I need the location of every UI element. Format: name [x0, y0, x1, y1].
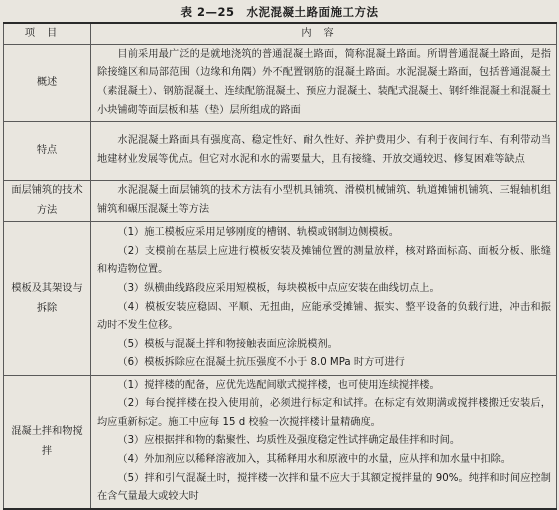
row-item-features: 特点 — [4, 122, 91, 181]
construction-methods-table — [3, 22, 557, 510]
table-header-row — [4, 23, 557, 45]
row-content-overview — [91, 45, 557, 122]
row-item-overview: 概述 — [4, 45, 91, 122]
paragraph: （2）每台搅拌楼在投入使用前，必须进行标定和试拌。在标定有效期满或搅拌楼搬迁安装后，均应重新标定。施工中应每 15 d 校验一次搅拌楼计量精确度。 — [97, 398, 551, 428]
table-row — [4, 45, 557, 122]
paragraph: 水泥混凝土面层铺筑的技术方法有小型机具铺筑、滑模机械铺筑、轨道摊铺机铺筑、三辊轴机组铺筑和碾压混凝土等方法 — [97, 185, 551, 215]
paragraph: （2）支模前在基层上应进行模板安装及摊铺位置的测量放样，核对路面标高、面板分板、胀缝和构造物位置。 — [97, 245, 551, 276]
paragraph: （1）施工模板应采用足够刚度的槽钢、轨模或钢制边侧模板。 — [117, 227, 399, 239]
header-content: 内容 — [91, 23, 557, 45]
paragraph: （6）模板拆除应在混凝土抗压强度不小于 8.0 MPa 时方可进行 — [117, 357, 405, 369]
row-item-paving-methods: 面层铺筑的技术方法 — [4, 181, 91, 222]
row-content-features — [91, 122, 557, 181]
paragraph: （5）模板与混凝土拌和物接触表面应涂脱模剂。 — [117, 338, 338, 350]
paragraph: 目前采用最广泛的是就地浇筑的普通混凝土路面，简称混凝土路面。所谓普通混凝土路面，是指除接缝区和局部范围（边缘和角隅）外不配置钢筋的混凝土路面。水泥混凝土路面，包括普通混凝土（素混凝土）、钢筋混凝土、连续配筋混凝土、预应力混凝土、装配式混凝土、钢纤维混凝土和混凝土小块铺砌等面层板和基（垫）层所组成的路面 — [97, 48, 551, 116]
paragraph: （1）搅拌楼的配备，应优先选配间歇式搅拌楼，也可使用连续搅拌楼。 — [117, 379, 440, 391]
row-item-mixing: 混凝土拌和物搅拌 — [4, 376, 91, 509]
row-content-mixing — [91, 376, 557, 509]
row-content-formwork — [91, 222, 557, 376]
table-title: 表 2—25 水泥混凝土路面施工方法 — [180, 5, 379, 19]
paragraph: 水泥混凝土路面具有强度高、稳定性好、耐久性好、养护费用少、有利于夜间行车、有利带动当地建材业发展等优点。但它对水泥和水的需要量大，且有接缝、开放交通较迟、修复困难等缺点 — [97, 135, 551, 165]
paragraph: （5）拌和引气混凝土时，搅拌楼一次拌和量不应大于其额定搅拌量的 90%。纯拌和时间应控制在含气量最大或较大时 — [97, 472, 551, 503]
paragraph: （4）外加剂应以稀释溶液加入，其稀释用水和原液中的水量，应从拌和加水量中扣除。 — [117, 454, 511, 466]
paragraph: （3）纵横曲线路段应采用短模板，每块模板中点应安装在曲线切点上。 — [117, 282, 440, 294]
paragraph: （3）应根据拌和物的黏聚性、均质性及强度稳定性试拌确定最佳拌和时间。 — [117, 435, 461, 447]
table-row — [4, 376, 557, 509]
paragraph: （4）模板安装应稳固、平顺、无扭曲，应能承受摊铺、振实、整平设备的负载行进，冲击和振动时不发生位移。 — [97, 301, 551, 332]
row-item-formwork: 模板及其架设与拆除 — [4, 222, 91, 376]
table-row — [4, 181, 557, 222]
header-item: 项目 — [4, 23, 91, 45]
row-content-paving-methods — [91, 181, 557, 222]
table-row — [4, 222, 557, 376]
table-row — [4, 122, 557, 181]
